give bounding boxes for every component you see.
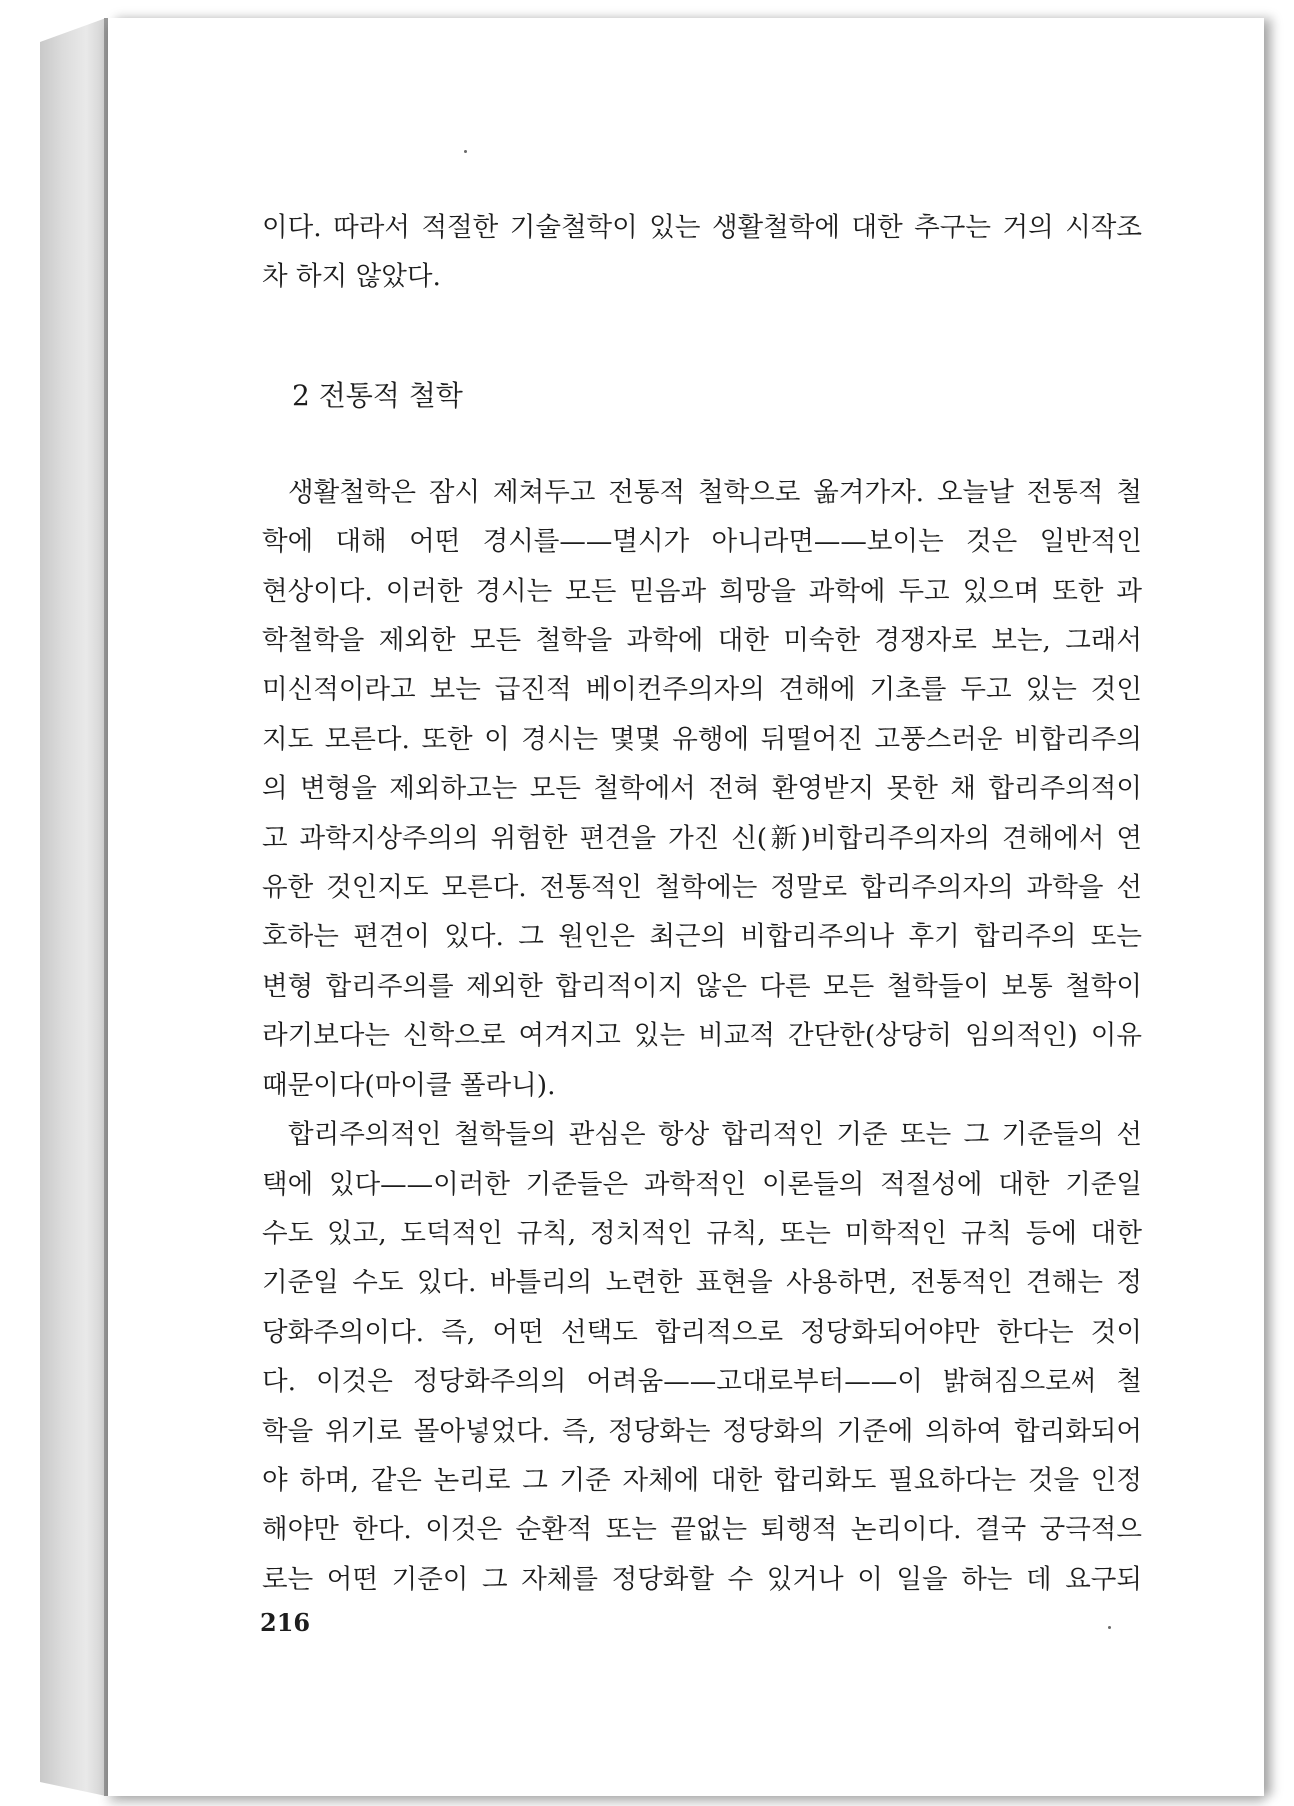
text-line: 차 하지 않았다. — [262, 261, 441, 293]
text-line: 의 변형을 제외하고는 모든 철학에서 전혀 환영받지 못한 채 합리주의적이 — [262, 773, 1142, 805]
text-line: 학을 위기로 몰아넣었다. 즉, 정당화는 정당화의 기준에 의하여 합리화되어 — [262, 1415, 1142, 1447]
text-line: 학에 대해 어떤 경시를——멸시가 아니라면——보이는 것은 일반적인 — [262, 526, 1142, 558]
print-speck — [1108, 1626, 1111, 1629]
paragraph-2 — [262, 1110, 1142, 1604]
text-line: 생활철학은 잠시 제쳐두고 전통적 철학으로 옮겨가자. 오늘날 전통적 철 — [288, 476, 1142, 508]
text-line: 학철학을 제외한 모든 철학을 과학에 대한 미숙한 경쟁자로 보는, 그래서 — [262, 625, 1142, 657]
text-line: 해야만 한다. 이것은 순환적 또는 끝없는 퇴행적 논리이다. 결국 궁극적으 — [262, 1514, 1142, 1546]
text-line: 현상이다. 이러한 경시는 모든 믿음과 희망을 과학에 두고 있으며 또한 과 — [262, 575, 1142, 607]
print-speck — [464, 150, 467, 153]
page-corner — [1210, 18, 1236, 44]
text-line: 고 과학지상주의의 위험한 편견을 가진 신(新)비합리주의자의 견해에서 연 — [262, 822, 1142, 854]
section-heading: 2 전통적 철학 — [292, 378, 463, 412]
text-line: 이다. 따라서 적절한 기술철학이 있는 생활철학에 대한 추구는 거의 시작조 — [262, 212, 1142, 243]
text-line: 수도 있고, 도덕적인 규칙, 정치적인 규칙, 또는 미학적인 규칙 등에 대한 — [262, 1217, 1142, 1249]
text-line: 라기보다는 신학으로 여겨지고 있는 비교적 간단한(상당히 임의적인) 이유 — [262, 1020, 1142, 1052]
text-line: 로는 어떤 기준이 그 자체를 정당화할 수 있거나 이 일을 하는 데 요구되 — [262, 1563, 1142, 1595]
text-line: 합리주의적인 철학들의 관심은 항상 합리적인 기준 또는 그 기준들의 선 — [288, 1119, 1142, 1151]
text-line: 당화주의이다. 즉, 어떤 선택도 합리적으로 정당화되어야만 한다는 것이 — [262, 1316, 1142, 1348]
book-spine — [40, 18, 106, 1796]
page-content — [262, 203, 1142, 1604]
text-line: 호하는 편견이 있다. 그 원인은 최근의 비합리주의나 후기 합리주의 또는 — [262, 921, 1142, 953]
text-line: 때문이다(마이클 폴라니). — [262, 1069, 556, 1101]
text-line: 유한 것인지도 모른다. 전통적인 철학에는 정말로 합리주의자의 과학을 선 — [262, 872, 1142, 904]
text-line: 택에 있다——이러한 기준들은 과학적인 이론들의 적절성에 대한 기준일 — [262, 1168, 1142, 1200]
paragraph-1 — [262, 468, 1142, 1110]
text-line: 지도 모른다. 또한 이 경시는 몇몇 유행에 뒤떨어진 고풍스러운 비합리주의 — [262, 723, 1142, 755]
intro-paragraph — [262, 203, 1142, 302]
text-line: 기준일 수도 있다. 바틀리의 노련한 표현을 사용하면, 전통적인 견해는 정 — [262, 1267, 1142, 1299]
text-line: 미신적이라고 보는 급진적 베이컨주의자의 견해에 기초를 두고 있는 것인 — [262, 674, 1142, 706]
text-line: 다. 이것은 정당화주의의 어려움——고대로부터——이 밝혀짐으로써 철 — [262, 1366, 1142, 1398]
text-line: 야 하며, 같은 논리로 그 기준 자체에 대한 합리화도 필요하다는 것을 인정 — [262, 1464, 1142, 1496]
page-number: 216 — [260, 1608, 311, 1637]
text-line: 변형 합리주의를 제외한 합리적이지 않은 다른 모든 철학들이 보통 철학이 — [262, 970, 1142, 1002]
book-page — [108, 18, 1264, 1796]
